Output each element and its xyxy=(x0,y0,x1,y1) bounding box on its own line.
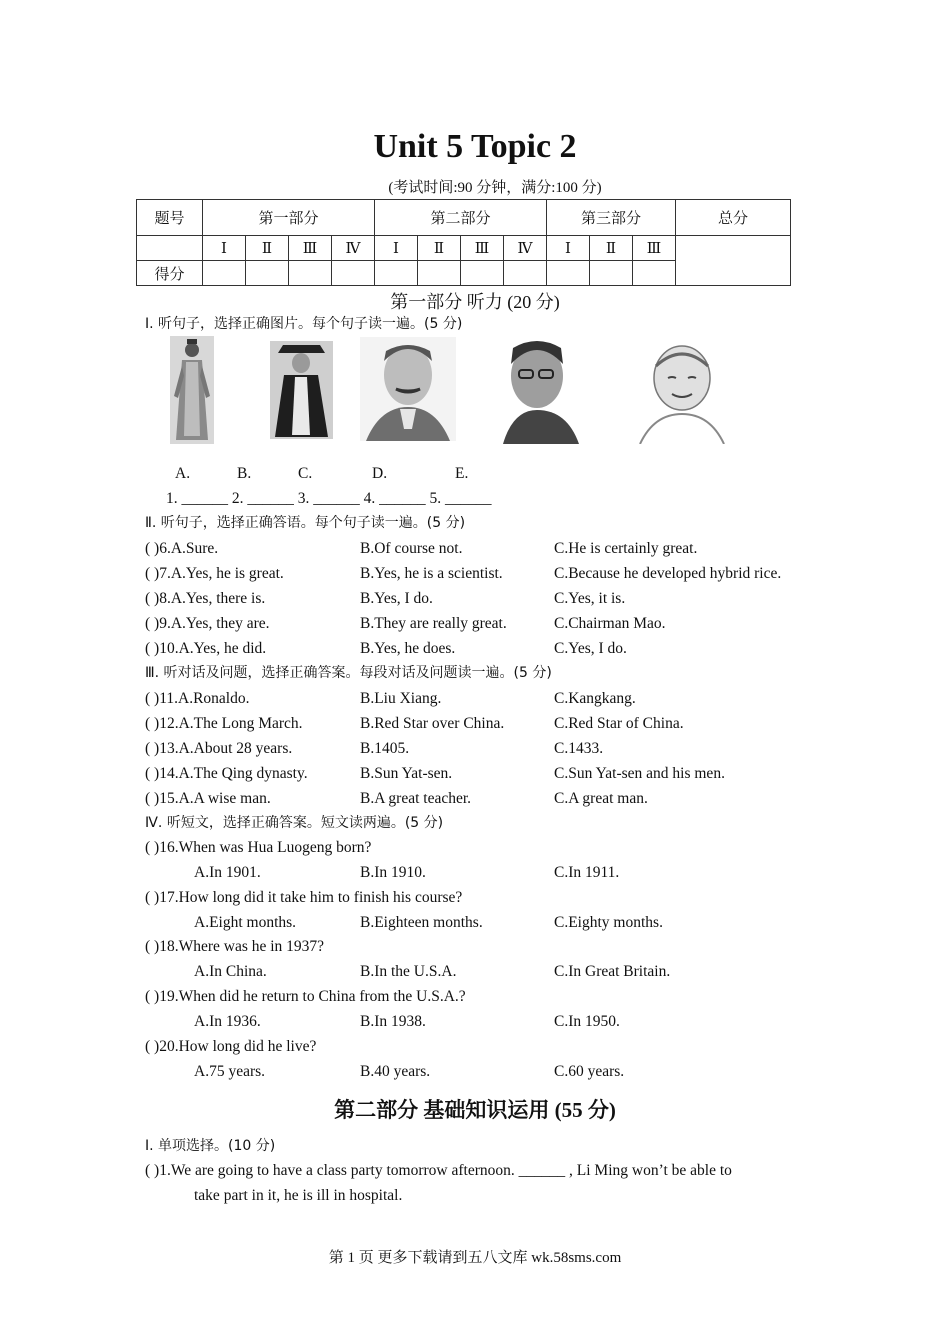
option-c: C.Red Star of China. xyxy=(554,715,684,732)
score-cell[interactable] xyxy=(418,261,461,286)
question-row xyxy=(0,563,950,585)
option-b: B.40 years. xyxy=(360,1063,431,1080)
score-cell[interactable] xyxy=(633,261,676,286)
option-b: B.They are really great. xyxy=(360,615,507,632)
question-stem xyxy=(0,887,950,909)
option-b: B.Yes, he does. xyxy=(360,640,456,657)
score-cell[interactable] xyxy=(203,261,246,286)
score-cell[interactable] xyxy=(332,261,375,286)
question-option-a[interactable]: ( )7.A.Yes, he is great. xyxy=(145,565,284,582)
option-b: B.Sun Yat-sen. xyxy=(360,765,453,782)
question-option-a[interactable]: ( )8.A.Yes, there is. xyxy=(145,590,266,607)
sub-label: Ⅰ xyxy=(547,236,590,261)
question-row xyxy=(0,738,950,760)
option-c: C.In 1950. xyxy=(554,1013,620,1030)
question-text[interactable]: ( )18.Where was he in 1937? xyxy=(145,938,325,955)
question-row xyxy=(0,588,950,610)
option-a: A.Eight months. xyxy=(194,914,297,931)
options-row xyxy=(0,1061,950,1083)
section-1-instruction: Ⅰ. 听句子，选择正确图片。每个句子读一遍。(5 分) xyxy=(145,316,463,332)
question-option-a[interactable]: ( )14.A.The Qing dynasty. xyxy=(145,765,308,782)
question-stem xyxy=(0,837,950,859)
option-c: C.In Great Britain. xyxy=(554,963,671,980)
header-total: 总分 xyxy=(676,200,791,236)
question-stem xyxy=(0,1036,950,1058)
option-b: B.Liu Xiang. xyxy=(360,690,442,707)
question-row xyxy=(0,763,950,785)
option-a: A.75 years. xyxy=(194,1063,266,1080)
question-option-a[interactable]: ( )15.A.A wise man. xyxy=(145,790,271,807)
exam-info: (考试时间:90 分钟，满分:100 分) xyxy=(388,180,602,196)
part-2-heading: 第二部分 基础知识运用 (55 分) xyxy=(334,1098,616,1122)
picture-label-d: D. xyxy=(372,465,388,482)
question-option-a[interactable]: ( )9.A.Yes, they are. xyxy=(145,615,270,632)
sub-label: Ⅲ xyxy=(633,236,676,261)
option-c: C.Sun Yat-sen and his men. xyxy=(554,765,725,782)
question-row xyxy=(0,613,950,635)
question-row xyxy=(0,713,950,735)
option-c: C.1433. xyxy=(554,740,604,757)
score-cell[interactable] xyxy=(375,261,418,286)
option-b: B.Red Star over China. xyxy=(360,715,505,732)
picture-a-ancient-sage xyxy=(170,336,214,444)
option-b: B.In 1938. xyxy=(360,1013,426,1030)
page-footer: 第 1 页 更多下载请到五八文库 wk.58sms.com xyxy=(328,1250,622,1266)
picture-b-historic-official xyxy=(270,341,333,439)
option-b: B.In the U.S.A. xyxy=(360,963,457,980)
option-a: A.In China. xyxy=(194,963,267,980)
option-c: C.60 years. xyxy=(554,1063,625,1080)
options-row xyxy=(0,961,950,983)
question-row xyxy=(0,688,950,710)
question-option-a[interactable]: ( )12.A.The Long March. xyxy=(145,715,303,732)
question-option-a[interactable]: ( )10.A.Yes, he did. xyxy=(145,640,267,657)
score-cell[interactable] xyxy=(246,261,289,286)
header-question-no: 题号 xyxy=(137,200,203,236)
picture-e-smiling-elder-sketch xyxy=(628,336,731,444)
option-a: A.In 1936. xyxy=(194,1013,261,1030)
part-1-heading: 第一部分 听力 (20 分) xyxy=(390,292,560,312)
sub-label: Ⅱ xyxy=(590,236,633,261)
question-stem xyxy=(0,936,950,958)
question-1-line-2: take part in it, he is ill in hospital. xyxy=(194,1187,403,1204)
options-row xyxy=(0,1011,950,1033)
score-table xyxy=(136,199,791,286)
page-title: Unit 5 Topic 2 xyxy=(373,128,577,165)
option-b: B.Yes, I do. xyxy=(360,590,433,607)
header-part-3: 第三部分 xyxy=(547,200,676,236)
picture-c-man-with-moustache xyxy=(360,337,456,441)
part-2-section-1-instruction: Ⅰ. 单项选择。(10 分) xyxy=(145,1138,276,1154)
section-4-instruction: Ⅳ. 听短文，选择正确答案。短文读两遍。(5 分) xyxy=(145,815,444,831)
option-b: B.Eighteen months. xyxy=(360,914,483,931)
sub-label: Ⅲ xyxy=(461,236,504,261)
header-part-2: 第二部分 xyxy=(375,200,547,236)
question-row xyxy=(0,638,950,660)
option-c: C.In 1911. xyxy=(554,864,620,881)
option-c: C.Kangkang. xyxy=(554,690,636,707)
picture-d-elderly-man-glasses xyxy=(493,336,583,444)
option-b: B.A great teacher. xyxy=(360,790,472,807)
option-c: C.He is certainly great. xyxy=(554,540,698,557)
options-row xyxy=(0,862,950,884)
option-c: C.A great man. xyxy=(554,790,648,807)
question-option-a[interactable]: ( )6.A.Sure. xyxy=(145,540,219,557)
question-row xyxy=(0,788,950,810)
score-cell[interactable] xyxy=(504,261,547,286)
option-b: B.1405. xyxy=(360,740,410,757)
question-row xyxy=(0,538,950,560)
options-row xyxy=(0,912,950,934)
option-b: B.Of course not. xyxy=(360,540,463,557)
score-label: 得分 xyxy=(137,261,203,286)
option-c: C.Eighty months. xyxy=(554,914,663,931)
option-c: C.Because he developed hybrid rice. xyxy=(554,565,782,582)
score-cell[interactable] xyxy=(289,261,332,286)
picture-label-b: B. xyxy=(237,465,252,482)
sub-label: Ⅱ xyxy=(418,236,461,261)
picture-label-e: E. xyxy=(455,465,469,482)
option-b: B.In 1910. xyxy=(360,864,426,881)
question-1-line-1[interactable]: ( )1.We are going to have a class party tomorrow afternoon. ______ , Li Ming won’t be able to xyxy=(145,1162,732,1179)
question-text[interactable]: ( )19.When did he return to China from the U.S.A.? xyxy=(145,988,466,1005)
sub-label: Ⅳ xyxy=(332,236,375,261)
option-b: B.Yes, he is a scientist. xyxy=(360,565,503,582)
score-cell[interactable] xyxy=(461,261,504,286)
option-c: C.Yes, it is. xyxy=(554,590,626,607)
section-2-instruction: Ⅱ. 听句子，选择正确答语。每个句子读一遍。(5 分) xyxy=(145,515,466,531)
score-cell[interactable] xyxy=(547,261,590,286)
sub-label: Ⅰ xyxy=(375,236,418,261)
question-option-a[interactable]: ( )13.A.About 28 years. xyxy=(145,740,293,757)
section-3-instruction: Ⅲ. 听对话及问题，选择正确答案。每段对话及问题读一遍。(5 分) xyxy=(145,665,552,681)
picture-label-c: C. xyxy=(298,465,313,482)
score-cell[interactable] xyxy=(590,261,633,286)
option-c: C.Chairman Mao. xyxy=(554,615,666,632)
sub-label: Ⅳ xyxy=(504,236,547,261)
sub-label: Ⅱ xyxy=(246,236,289,261)
question-text[interactable]: ( )17.How long did it take him to finish his course? xyxy=(145,889,463,906)
header-part-1: 第一部分 xyxy=(203,200,375,236)
blank-cell xyxy=(137,236,203,261)
picture-label-a: A. xyxy=(175,465,191,482)
total-score-cell[interactable] xyxy=(676,236,791,286)
option-a: A.In 1901. xyxy=(194,864,261,881)
question-text[interactable]: ( )16.When was Hua Luogeng born? xyxy=(145,839,372,856)
question-text[interactable]: ( )20.How long did he live? xyxy=(145,1038,317,1055)
answer-blanks[interactable]: 1. ______ 2. ______ 3. ______ 4. ______ 5. ______ xyxy=(166,490,492,507)
sub-label: Ⅰ xyxy=(203,236,246,261)
question-option-a[interactable]: ( )11.A.Ronaldo. xyxy=(145,690,250,707)
sub-label: Ⅲ xyxy=(289,236,332,261)
option-c: C.Yes, I do. xyxy=(554,640,627,657)
question-stem xyxy=(0,986,950,1008)
